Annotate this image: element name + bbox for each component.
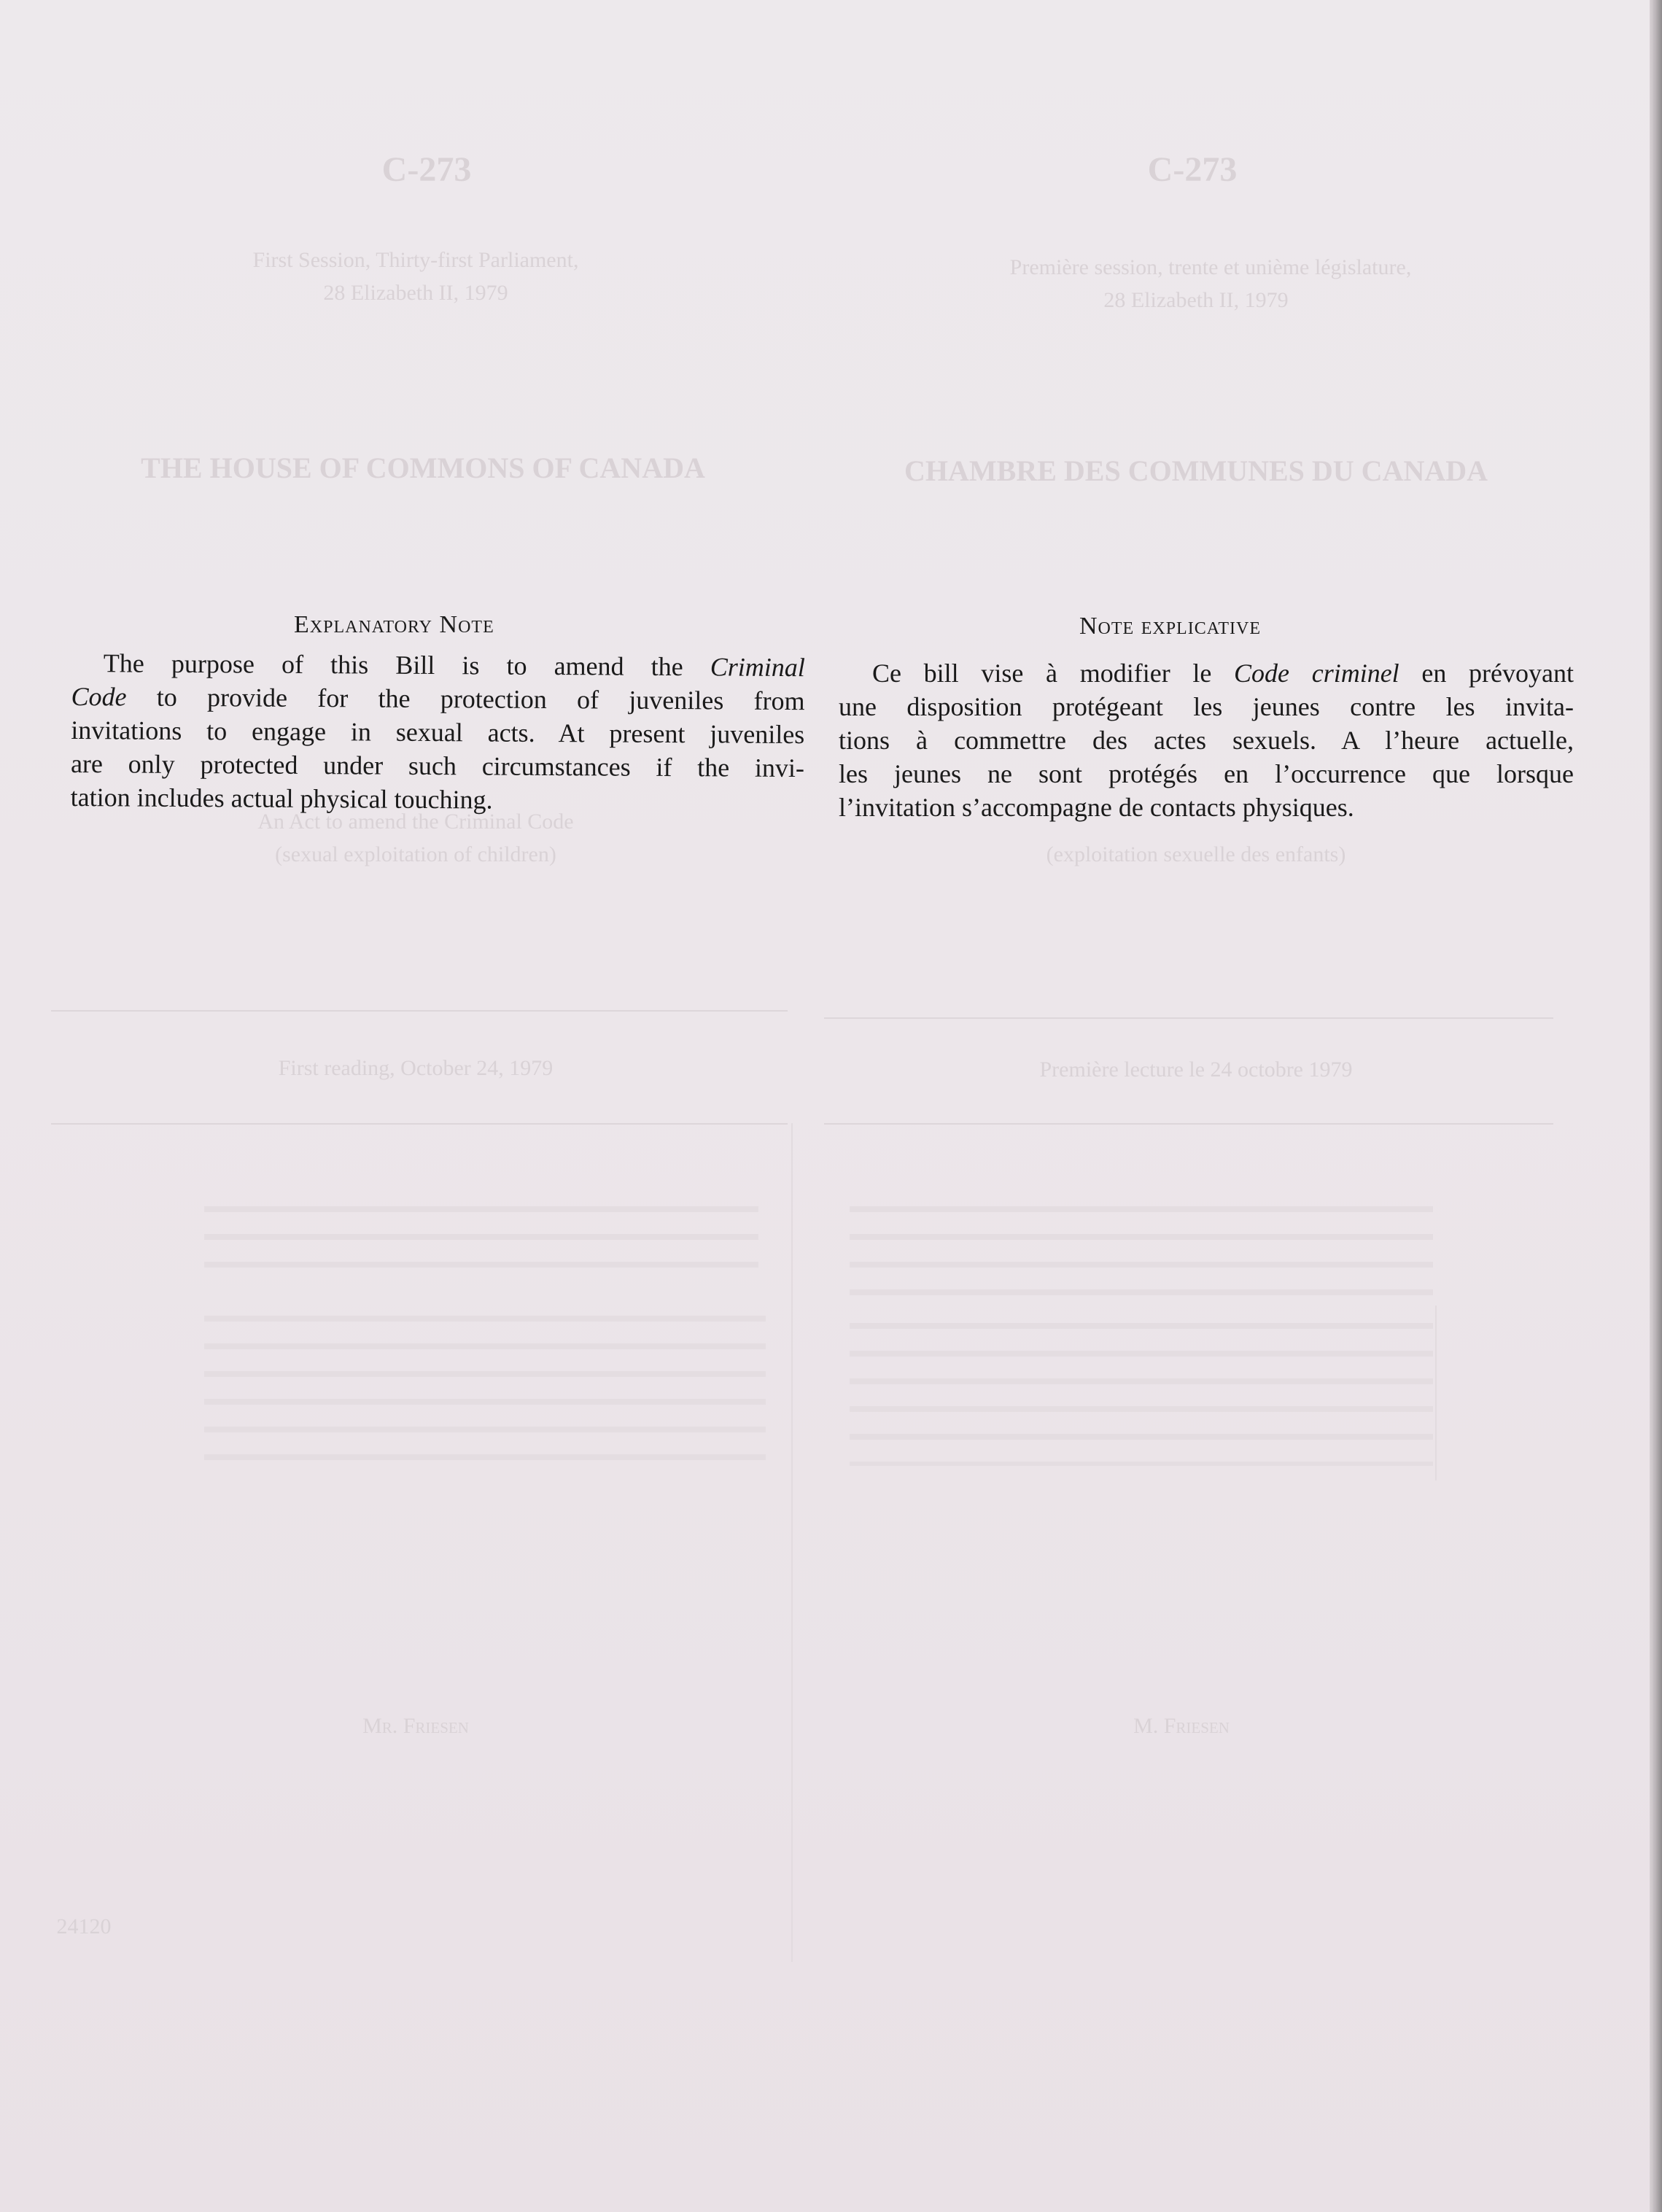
ghost-reading-right: Première lecture le 24 octobre 1979 [1039,1058,1353,1082]
ghost-title-left-2: (sexual exploitation of children) [275,842,556,866]
ghost-rule-left-1 [51,1010,788,1012]
ghost-session-left: First Session, Thirty-first Parliament, [252,248,579,272]
text-line: invitations to engage in sexual acts. At present juveniles [71,715,805,750]
ghost-rule-right-1 [824,1017,1553,1019]
text-line: tions à commettre des actes sexuels. A l’heure actuelle, [839,726,1574,755]
explanatory-note-text [71,646,805,818]
ghost-title-right-2: (exploitation sexuelle des enfants) [1046,842,1346,866]
ghost-rule-left-2 [51,1123,788,1125]
ghost-session-right: Première session, trente et unième législature, [1009,255,1412,279]
text-line: l’invitation s’accompagne de contacts physiques. [839,793,1354,822]
note-explicative-heading: Note explicative [1079,613,1262,640]
text-line: are only protected under such circumstances if the invi- [70,748,805,783]
text-line: une disposition protégeant les jeunes contre les invita- [839,692,1574,721]
text-line: les jeunes ne sont protégés en l’occurrence que lorsque [839,759,1574,788]
ghost-text-block-right-1 [850,1196,1433,1305]
text-line: The purpose of this Bill is to amend the Criminal [103,648,805,683]
ghost-margin-line [1435,1305,1437,1481]
ghost-house-left: THE HOUSE OF COMMONS OF CANADA [141,451,705,484]
ghost-text-block-left-2 [204,1305,766,1466]
page-edge-line [1651,0,1653,2212]
text-line: Ce bill vise à modifier le Code criminel en prévoyant [872,659,1574,688]
text-line: tation includes actual physical touching. [70,782,493,815]
ghost-reign-left: 28 Elizabeth II, 1979 [323,281,508,305]
ghost-bill-number-right: C-273 [1147,150,1238,189]
note-explicative-text [839,656,1574,824]
ghost-house-right: CHAMBRE DES COMMUNES DU CANADA [904,454,1488,487]
ghost-text-block-left-1 [204,1196,758,1284]
ghost-text-block-right-2 [850,1313,1433,1466]
ghost-reign-right: 28 Elizabeth II, 1979 [1103,288,1289,312]
ghost-member-left-pos: Mr. Friesen [362,1714,469,1738]
ghost-center-fold [791,1123,793,1962]
explanatory-note-heading: Explanatory Note [294,611,494,638]
text-line: Code to provide for the protection of juveniles from [71,681,805,716]
ghost-rule-right-2 [824,1123,1553,1125]
ghost-reading-left: First reading, October 24, 1979 [278,1056,554,1080]
ghost-bill-number-left: C-273 [381,150,472,189]
ghost-title-left-1: An Act to amend the Criminal Code [257,810,574,834]
ghost-code-left: 24120 [56,1914,112,1939]
ghost-member-right: M. Friesen [1133,1714,1230,1738]
